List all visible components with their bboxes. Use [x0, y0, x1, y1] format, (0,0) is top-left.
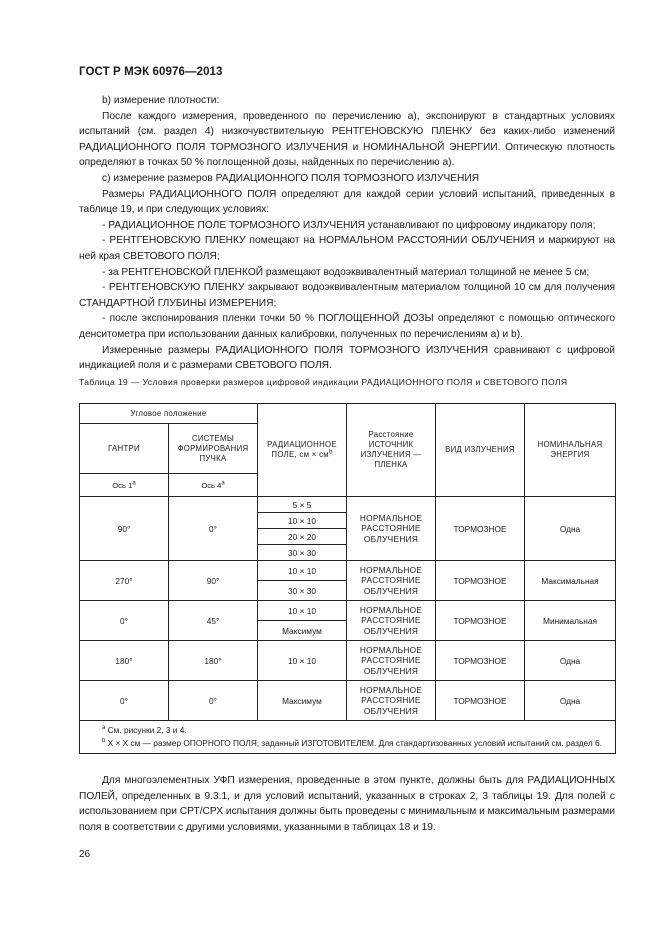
header-beam-system: СИСТЕМЫ ФОРМИРОВАНИЯ ПУЧКА [169, 424, 258, 474]
cell-field: 10 × 10 [258, 561, 347, 581]
cell-field: Максимум [258, 621, 347, 641]
cell-gantry: 180° [80, 641, 169, 681]
cell-type: ТОРМОЗНОЕ [436, 681, 525, 721]
bullet-item: - после экспонирования пленки точки 50 % ПОГЛОЩЕННОЙ ДОЗЫ определяют с помощью оптического денситометра при использовании данных калибровки, полученных по перечислениям а) и b). [79, 313, 615, 340]
document-header: ГОСТ Р МЭК 60976—2013 [79, 66, 223, 78]
cell-distance: НОРМАЛЬНОЕ РАССТОЯНИЕ ОБЛУЧЕНИЯ [347, 681, 436, 721]
section-body [79, 93, 615, 374]
closing-paragraph: Измеренные размеры РАДИАЦИОННОГО ПОЛЯ ТОРМОЗНОГО ИЗЛУЧЕНИЯ сравнивают с цифровой индикацией поля и с размерами СВЕТОВОГО ПОЛЯ. [79, 344, 615, 372]
table-row [80, 681, 616, 721]
cell-type: ТОРМОЗНОЕ [436, 641, 525, 681]
header-source-distance: Расстояние ИСТОЧНИК ИЗЛУЧЕНИЯ — ПЛЕНКА [347, 404, 436, 497]
cell-distance: НОРМАЛЬНОЕ РАССТОЯНИЕ ОБЛУЧЕНИЯ [347, 601, 436, 641]
header-gantry: ГАНТРИ [80, 424, 169, 474]
header-nominal-energy: НОМИНАЛЬНАЯ ЭНЕРГИЯ [525, 404, 616, 497]
footnote-a: $^a$ См. рисунки 2, 3 и 4. [102, 725, 187, 735]
cell-type: ТОРМОЗНОЕ [436, 497, 525, 561]
cell-field: 30 × 30 [258, 545, 347, 561]
table-notes [80, 721, 616, 754]
cell-energy: Максимальная [525, 561, 616, 601]
cell-field: 30 × 30 [258, 581, 347, 601]
cell-distance: НОРМАЛЬНОЕ РАССТОЯНИЕ ОБЛУЧЕНИЯ [347, 497, 436, 561]
footnote-b: $^b$ X × X см — размер ОПОРНОГО ПОЛЯ, заданный ИЗГОТОВИТЕЛЕМ. Для стандартизованных условий испытаний см. раздел 6. [102, 737, 602, 748]
header-radiation-type: ВИД ИЗЛУЧЕНИЯ [436, 404, 525, 497]
cell-system: 90° [169, 561, 258, 601]
cell-field: 10 × 10 [258, 641, 347, 681]
bullet-item: - за РЕНТГЕНОВСКОЙ ПЛЕНКОЙ размещают водоэквивалентный материал толщиной не менее 5 см; [102, 266, 590, 278]
table-row [80, 497, 616, 513]
cell-type: ТОРМОЗНОЕ [436, 601, 525, 641]
cell-gantry: 0° [80, 601, 169, 641]
cell-field: 20 × 20 [258, 529, 347, 545]
cell-field: Максимум [258, 681, 347, 721]
bullet-item: - РАДИАЦИОННОЕ ПОЛЕ ТОРМОЗНОГО ИЗЛУЧЕНИЯ устанавливают по цифровому индикатору поля; [102, 219, 596, 231]
item-b-heading: b) измерение плотности: [102, 95, 220, 106]
cell-energy: Одна [525, 681, 616, 721]
bullet-item: - РЕНТГЕНОВСКУЮ ПЛЕНКУ закрывают водоэквивалентным материалом толщиной 10 см для получения СТАНДАРТНОЙ ГЛУБИНЫ ИЗМЕРЕНИЯ; [79, 282, 615, 309]
header-angular-position: Угловое положение [80, 404, 258, 424]
page-number: 26 [79, 849, 91, 860]
cell-type: ТОРМОЗНОЕ [436, 561, 525, 601]
header-axis-4: Ось 4$^a$ [169, 474, 258, 497]
bullet-item: - РЕНТГЕНОВСКУЮ ПЛЕНКУ помещают на НОРМАЛЬНОМ РАССТОЯНИИ ОБЛУЧЕНИЯ и маркируют на ней края СВЕТОВОГО ПОЛЯ; [79, 235, 615, 262]
cell-system: 180° [169, 641, 258, 681]
item-c-heading: с) измерение размеров РАДИАЦИОННОГО ПОЛЯ ТОРМОЗНОГО ИЗЛУЧЕНИЯ [102, 172, 480, 184]
cell-field: 10 × 10 [258, 601, 347, 621]
header-axis-1: Ось 1$^a$ [80, 474, 169, 497]
table-row [80, 601, 616, 621]
header-radiation-field: РАДИАЦИОННОЕ ПОЛЕ, см × $см^b$ [258, 404, 347, 497]
item-c-paragraph: Размеры РАДИАЦИОННОГО ПОЛЯ определяют для каждой серии условий испытаний, приведенных в таблице 19, и при следующих условиях: [79, 188, 615, 216]
cell-system: 0° [169, 681, 258, 721]
item-b-paragraph: После каждого измерения, проведенного по перечислению а), экспонируют в стандартных условиях испытаний (см. раздел 4) низкочувствительную РЕНТГЕНОВСКУЮ ПЛЕНКУ без каких-либо изменений РАДИАЦИОННОГО ПОЛЯ ТОРМОЗНОГО ИЗЛУЧЕНИЯ и НОМИНАЛЬНОЙ ЭНЕРГИИ. Оптическую плотность определяют в точках 50 % поглощенной дозы, найденных по перечислению а). [79, 110, 615, 169]
cell-distance: НОРМАЛЬНОЕ РАССТОЯНИЕ ОБЛУЧЕНИЯ [347, 641, 436, 681]
cell-gantry: 0° [80, 681, 169, 721]
table-caption: Таблица 19 — Условия проверки размеров цифровой индикации РАДИАЦИОННОГО ПОЛЯ и СВЕТОВОГО ПОЛЯ [79, 377, 568, 387]
cell-field: 5 × 5 [258, 497, 347, 513]
table-19 [79, 403, 616, 754]
post-table-paragraph: Для многоэлементных УФП измерения, проведенные в этом пункте, должны быть для РАДИАЦИОННЫХ ПОЛЕЙ, определенных в 9.3.1, и для условий испытаний, указанных в строках 2, 3 таблицы 19. Для полей с использованием при СРТ/СРХ испытания должны быть проведены с минимальным и максимальным размерами поля в соответствии с другими условиями, указанными в таблицах 18 и 19. [79, 775, 615, 833]
cell-system: 0° [169, 497, 258, 561]
cell-energy: Минимальная [525, 601, 616, 641]
table-row [80, 641, 616, 681]
cell-energy: Одна [525, 641, 616, 681]
cell-system: 45° [169, 601, 258, 641]
cell-gantry: 90° [80, 497, 169, 561]
table-row [80, 561, 616, 581]
cell-distance: НОРМАЛЬНОЕ РАССТОЯНИЕ ОБЛУЧЕНИЯ [347, 561, 436, 601]
cell-gantry: 270° [80, 561, 169, 601]
cell-field: 10 × 10 [258, 513, 347, 529]
post-table-text [79, 773, 615, 835]
cell-energy: Одна [525, 497, 616, 561]
